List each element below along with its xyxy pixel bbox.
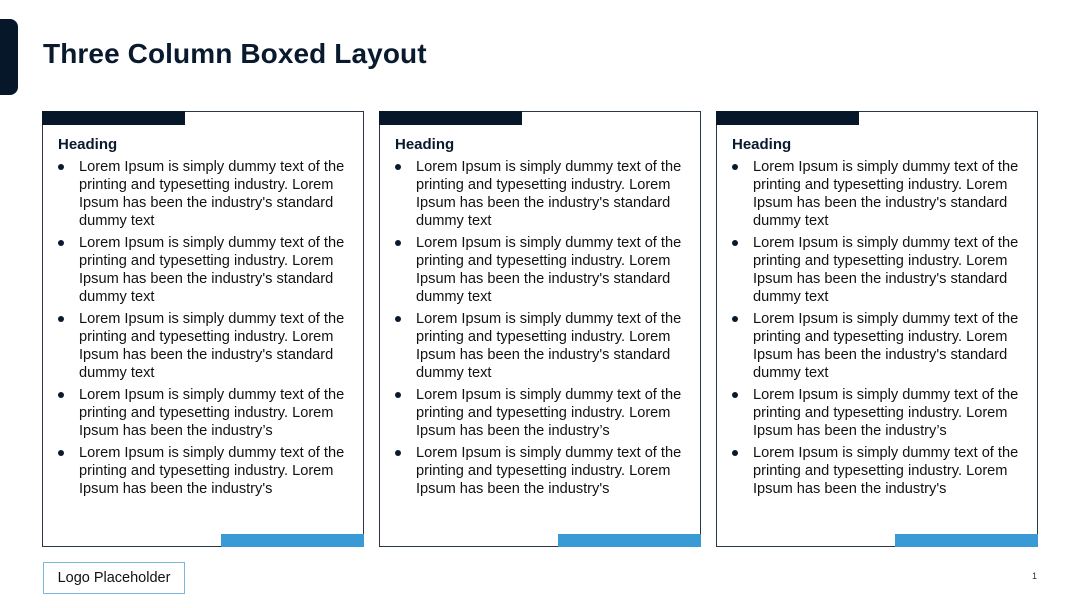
bottom-accent-bar xyxy=(221,534,364,547)
list-item: Lorem Ipsum is simply dummy text of the printing and typesetting industry. Lorem Ipsum has been the industry’s xyxy=(732,386,1022,440)
bottom-accent-bar xyxy=(558,534,701,547)
bullet-icon xyxy=(732,450,738,456)
list-item: Lorem Ipsum is simply dummy text of the printing and typesetting industry. Lorem Ipsum has been the industry's xyxy=(395,444,685,498)
bullet-list xyxy=(732,158,1022,502)
logo-placeholder: Logo Placeholder xyxy=(43,562,185,594)
bullet-icon xyxy=(58,316,64,322)
list-item: Lorem Ipsum is simply dummy text of the printing and typesetting industry. Lorem Ipsum has been the industry's xyxy=(58,444,348,498)
list-item: Lorem Ipsum is simply dummy text of the printing and typesetting industry. Lorem Ipsum has been the industry's standard dummy text xyxy=(732,158,1022,230)
bullet-icon xyxy=(732,240,738,246)
bullet-icon xyxy=(732,392,738,398)
list-item: Lorem Ipsum is simply dummy text of the printing and typesetting industry. Lorem Ipsum has been the industry's standard dummy text xyxy=(58,158,348,230)
side-accent-tab xyxy=(0,19,18,95)
page-title: Three Column Boxed Layout xyxy=(43,38,427,69)
column-heading: Heading xyxy=(58,136,118,153)
list-item: Lorem Ipsum is simply dummy text of the printing and typesetting industry. Lorem Ipsum has been the industry’s xyxy=(58,386,348,440)
list-item: Lorem Ipsum is simply dummy text of the printing and typesetting industry. Lorem Ipsum has been the industry's standard dummy text xyxy=(58,310,348,382)
list-item: Lorem Ipsum is simply dummy text of the printing and typesetting industry. Lorem Ipsum has been the industry's standard dummy text xyxy=(58,234,348,306)
bullet-icon xyxy=(395,240,401,246)
bullet-icon xyxy=(395,316,401,322)
top-accent-bar xyxy=(716,111,859,125)
bullet-icon xyxy=(395,392,401,398)
page-number: 1 xyxy=(1032,571,1038,581)
three-column-layout xyxy=(42,111,1039,547)
column-box-3 xyxy=(716,111,1038,547)
bullet-icon xyxy=(58,164,64,170)
list-item: Lorem Ipsum is simply dummy text of the printing and typesetting industry. Lorem Ipsum has been the industry's standard dummy text xyxy=(732,234,1022,306)
bottom-accent-bar xyxy=(895,534,1038,547)
list-item: Lorem Ipsum is simply dummy text of the printing and typesetting industry. Lorem Ipsum has been the industry’s xyxy=(395,386,685,440)
bullet-list xyxy=(395,158,685,502)
column-heading: Heading xyxy=(395,136,455,153)
list-item: Lorem Ipsum is simply dummy text of the printing and typesetting industry. Lorem Ipsum has been the industry's standard dummy text xyxy=(732,310,1022,382)
list-item: Lorem Ipsum is simply dummy text of the printing and typesetting industry. Lorem Ipsum has been the industry's standard dummy text xyxy=(395,310,685,382)
bullet-icon xyxy=(732,316,738,322)
column-heading: Heading xyxy=(732,136,792,153)
top-accent-bar xyxy=(42,111,185,125)
bullet-list xyxy=(58,158,348,502)
list-item: Lorem Ipsum is simply dummy text of the printing and typesetting industry. Lorem Ipsum has been the industry's xyxy=(732,444,1022,498)
bullet-icon xyxy=(732,164,738,170)
bullet-icon xyxy=(58,240,64,246)
bullet-icon xyxy=(58,450,64,456)
list-item: Lorem Ipsum is simply dummy text of the printing and typesetting industry. Lorem Ipsum has been the industry's standard dummy text xyxy=(395,158,685,230)
top-accent-bar xyxy=(379,111,522,125)
bullet-icon xyxy=(58,392,64,398)
bullet-icon xyxy=(395,450,401,456)
column-box-1 xyxy=(42,111,364,547)
column-box-2 xyxy=(379,111,701,547)
list-item: Lorem Ipsum is simply dummy text of the printing and typesetting industry. Lorem Ipsum has been the industry's standard dummy text xyxy=(395,234,685,306)
bullet-icon xyxy=(395,164,401,170)
